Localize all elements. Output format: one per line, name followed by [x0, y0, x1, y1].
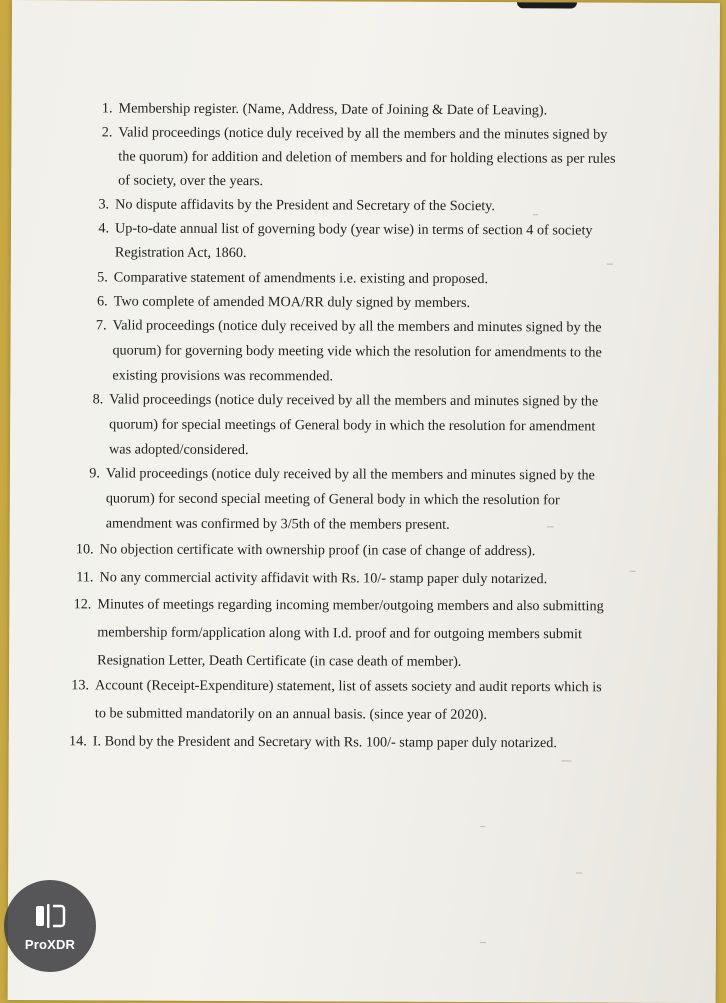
item-text-line: No dispute affidavits by the President and Secretary of the Society.: [115, 196, 495, 215]
item-number: 1.: [101, 100, 113, 117]
item-number: 9.: [89, 465, 100, 482]
item-text-line: was adopted/considered.: [109, 441, 249, 459]
item-text-line: Valid proceedings (notice duly received by all the members and minutes signed by the: [112, 317, 602, 336]
item-text-line: No any commercial activity affidavit with Rs. 10/- stamp paper duly notarized.: [99, 569, 548, 588]
item-text-line: I. Bond by the President and Secretary with Rs. 100/- stamp paper duly notarized.: [92, 733, 557, 752]
speck: [480, 942, 486, 943]
item-number: 10.: [75, 541, 94, 558]
proxdr-watermark[interactable]: [4, 880, 96, 972]
item-number: 11.: [76, 569, 94, 586]
item-text-line: No objection certificate with ownership proof (in case of change of address).: [99, 541, 536, 560]
document-page: [8, 0, 720, 1003]
item-text-line: Membership register. (Name, Address, Date of Joining & Date of Leaving).: [118, 100, 548, 119]
item-text-line: of society, over the years.: [118, 172, 264, 190]
speck: [576, 872, 582, 873]
item-number: 12.: [73, 596, 92, 613]
item-number: 4.: [98, 220, 110, 237]
item-text-line: Resignation Letter, Death Certificate (in case death of member).: [97, 652, 462, 670]
item-text-line: Valid proceedings (notice duly received by all the members and minutes signed by the: [105, 465, 595, 484]
item-number: 13.: [71, 677, 90, 694]
item-text-line: Account (Receipt-Expenditure) statement, list of assets society and audit reports which is: [94, 677, 602, 696]
speck: [607, 264, 613, 265]
item-text-line: existing provisions was recommended.: [112, 367, 334, 385]
item-number: 8.: [92, 391, 104, 408]
requirements-list: [12, 0, 720, 752]
item-text-line: quorum) for governing body meeting vide which the resolution for amendments to the: [112, 342, 602, 361]
speck: [562, 760, 572, 761]
item-text-line: Comparative statement of amendments i.e. existing and proposed.: [113, 269, 489, 288]
proxdr-logo-icon: [33, 901, 67, 931]
item-text-line: Two complete of amended MOA/RR duly signed by members.: [113, 293, 471, 312]
item-number: 7.: [95, 317, 107, 334]
top-edge-mark: [517, 2, 577, 8]
item-text-line: the quorum) for addition and deletion of members and for holding elections as per rules: [118, 148, 616, 167]
item-text-line: Up-to-date annual list of governing body (year wise) in terms of section 4 of society: [114, 220, 593, 239]
item-text-line: Valid proceedings (notice duly received by all the members and the minutes signed by: [118, 124, 608, 143]
item-number: 6.: [97, 293, 108, 310]
item-text-line: to be submitted mandatorily on an annual basis. (since year of 2020).: [94, 705, 487, 723]
item-number: 3.: [98, 196, 110, 213]
speck: [630, 571, 636, 572]
speck: [533, 214, 538, 215]
item-text-line: Registration Act, 1860.: [114, 244, 247, 262]
speck: [480, 826, 485, 827]
item-text-line: Minutes of meetings regarding incoming member/outgoing members and also submitting: [97, 596, 604, 615]
item-number: 14.: [69, 733, 87, 750]
item-text-line: membership form/application along with I.d. proof and for outgoing members submit: [97, 624, 582, 643]
item-text-line: amendment was confirmed by 3/5th of the members present.: [105, 515, 450, 533]
item-number: 2.: [101, 124, 113, 141]
proxdr-label: ProXDR: [24, 936, 76, 952]
item-text-line: quorum) for second special meeting of General body in which the resolution for: [105, 490, 560, 509]
speck: [547, 526, 554, 527]
item-number: 5.: [97, 269, 108, 286]
item-text-line: quorum) for special meetings of General body in which the resolution for amendment: [109, 416, 596, 435]
item-text-line: Valid proceedings (notice duly received by all the members and minutes signed by the: [109, 391, 599, 410]
